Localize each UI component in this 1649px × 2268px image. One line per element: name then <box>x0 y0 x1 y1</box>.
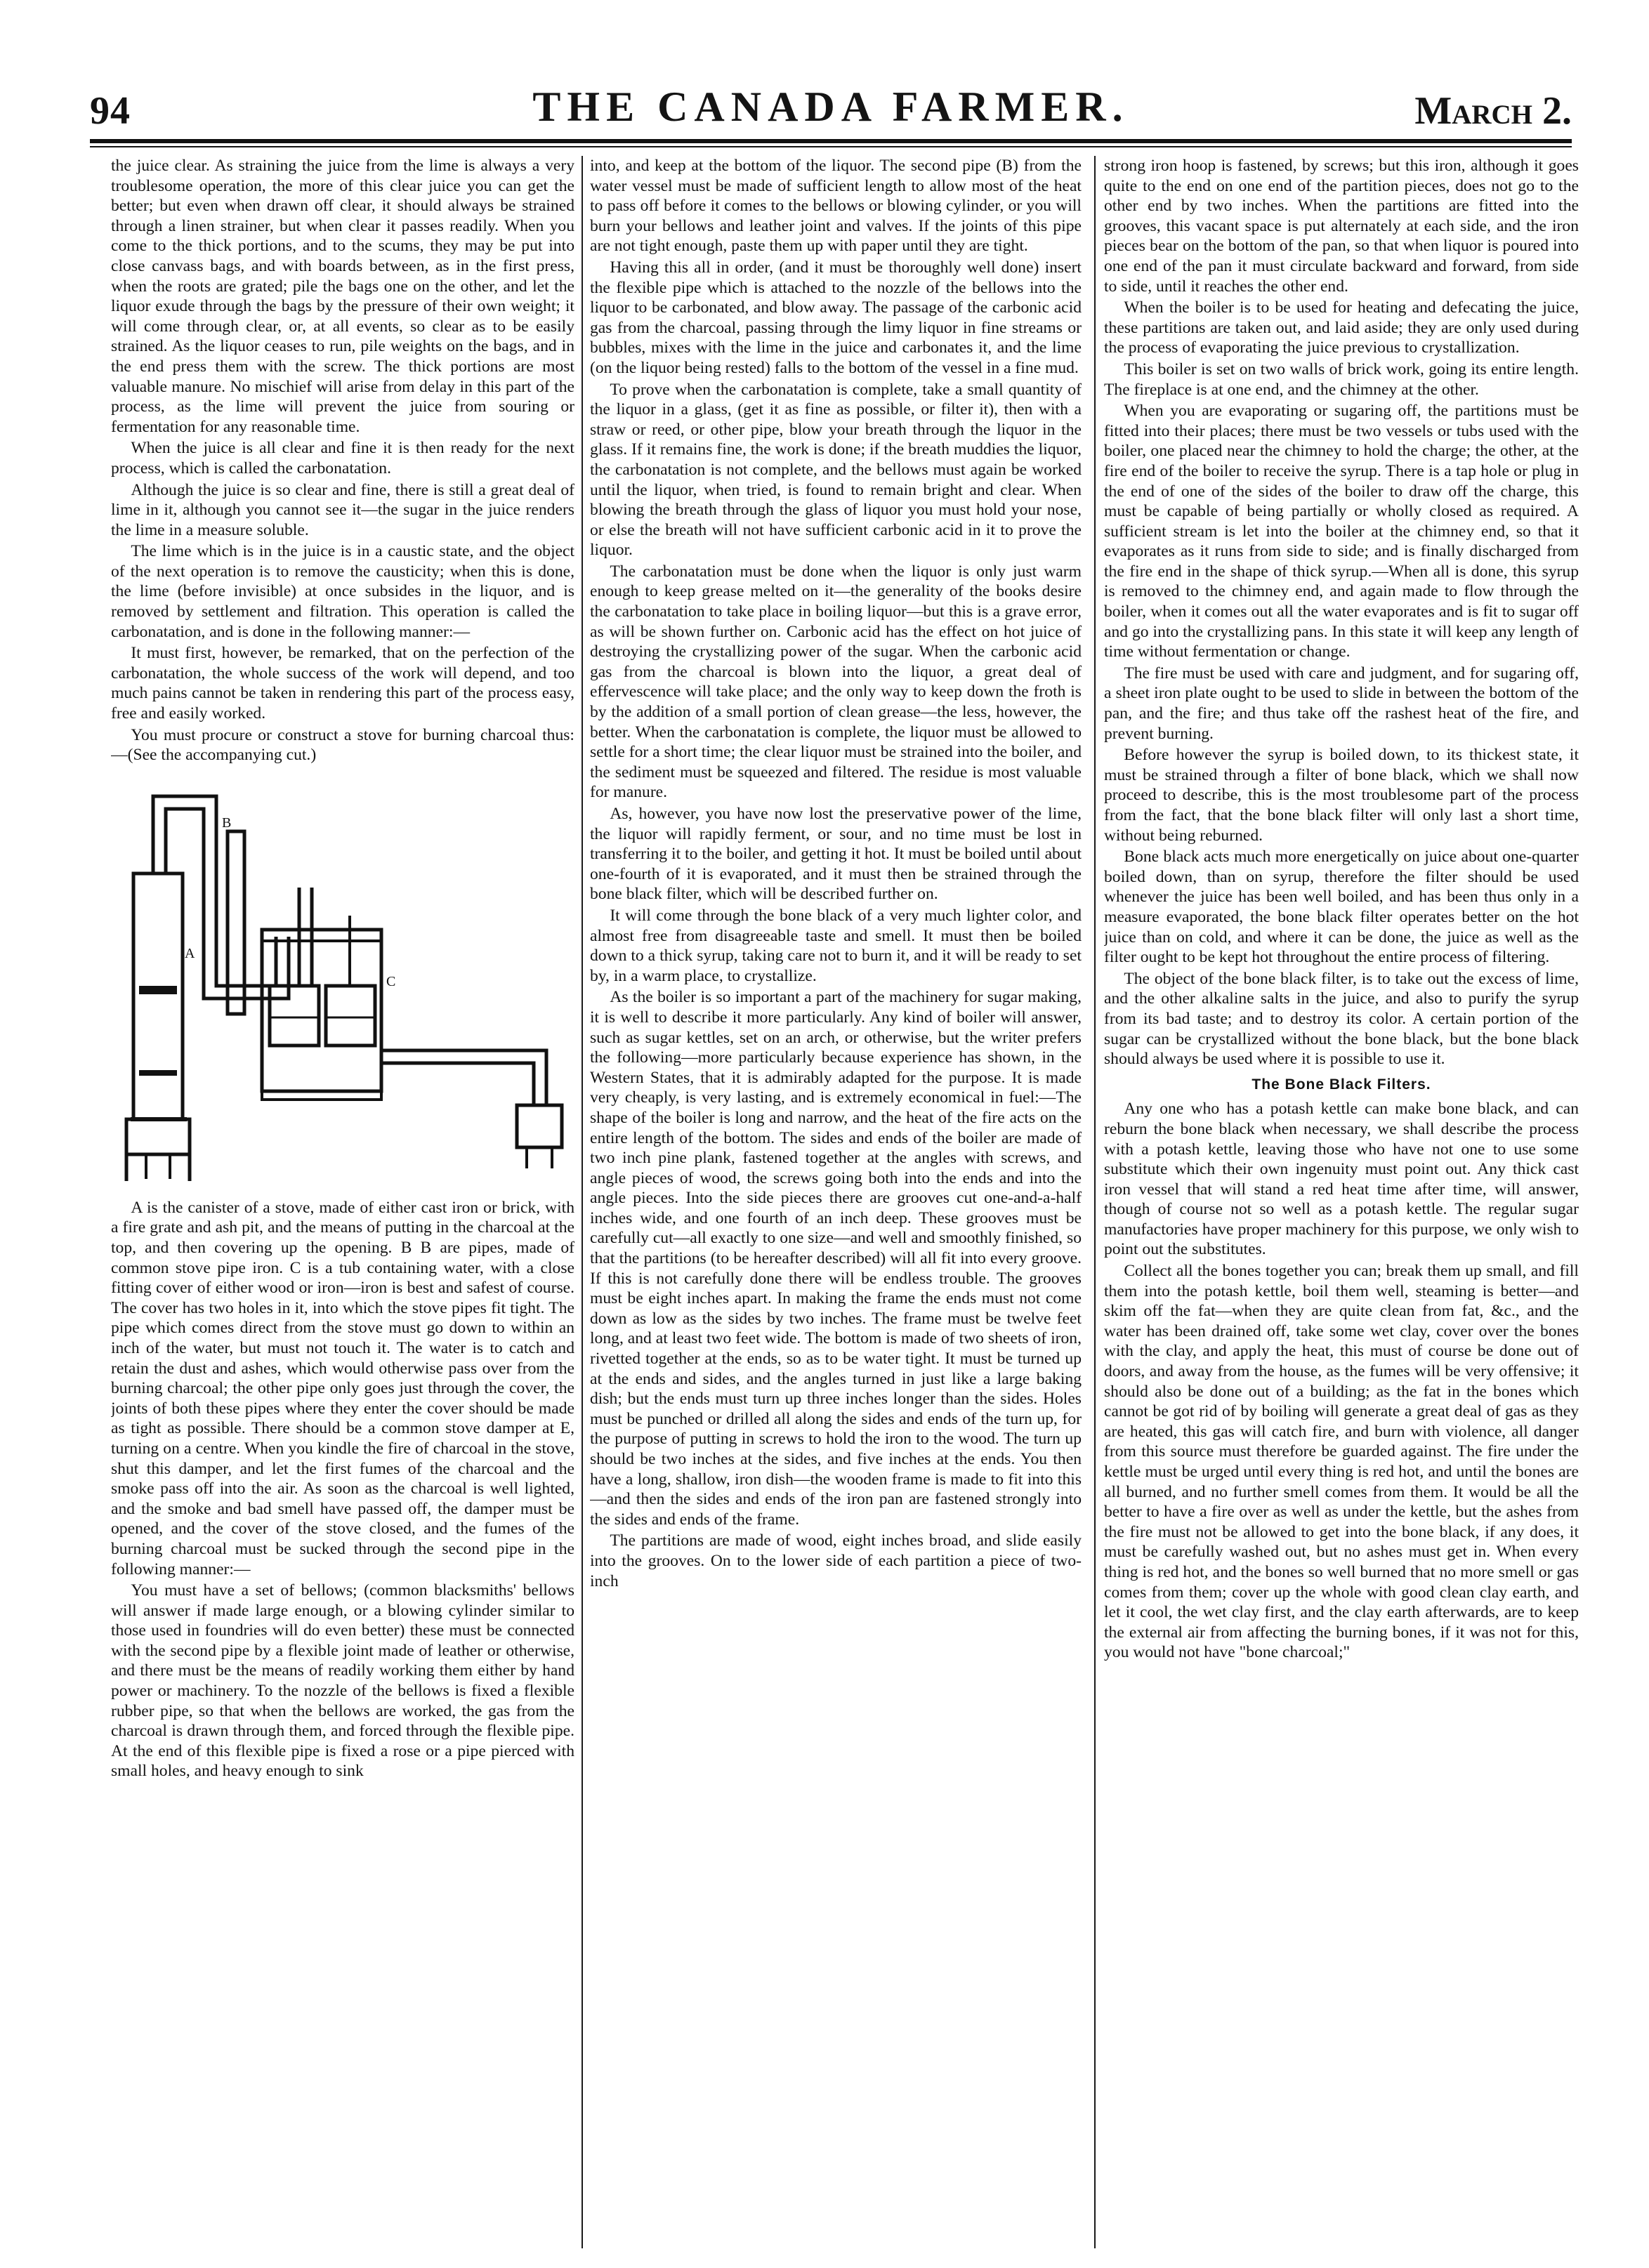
newspaper-title: THE CANADA FARMER. <box>532 84 1129 130</box>
column-3 <box>1104 156 1579 2248</box>
paragraph: Any one who has a potash kettle can make bone black, and can reburn the bone black when necessary, we shall describe the process with a potash kettle, leaving those who have not one to use some substitute which their own ingenuity must point out. Any thick cast iron vessel that will stand a red heat time after time, will answer, though of course not so well as a potash kettle. The regular sugar manufactories have proper machinery for this purpose, we only wish to point out the substitutes. <box>1104 1100 1579 1259</box>
masthead-rule-thin <box>90 146 1572 147</box>
paragraph: Having this all in order, (and it must be thoroughly well done) insert the flexible pipe which is attached to the nozzle of the bellows into the liquor to be carbonated, and blow away. The passage of the carbonic acid gas from the charcoal, passing through the limy liquor in fine streams or bubbles, mixes with the lime in the juice and carbonates it, and the lime (on the liquor being rested) falls to the bottom of the vessel in a fine mud. <box>590 258 1082 377</box>
figure-label-c: C <box>386 973 396 989</box>
paragraph: The fire must be used with care and judgment, and for sugaring off, a sheet iron plate ought to be used to slide in between the bottom of the pan, and the fire; and thus take off the rashest heat of the fire, and prevent burning. <box>1104 664 1579 743</box>
paragraph: the juice clear. As straining the juice from the lime is always a very troublesome operation, the more of this clear juice you can get the better; but even when drawn off clear, it should always be strained through a linen strainer, but when clear it passes readily. When you come to the thick portions, and to the scums, they may be put into close canvass bags, and with boards between, as in the first press, when the roots are grated; pile the bags one on the other, and let the liquor exude through the bags by the pressure of their own weight; it will come through clear, or, at all events, so clear as to be easily strained. As the liquor ceases to run, pile weights on the bags, and in the end press them with the screw. The thick portions are most valuable manure. No mischief will arise from delay in this part of the process, as the lime will prevent the juice from souring or fermentation for any reasonable time. <box>111 157 574 436</box>
issue-date: March 2. <box>1414 89 1572 133</box>
masthead-rule <box>90 139 1572 143</box>
column-divider <box>1094 156 1096 2248</box>
paragraph: You must have a set of bellows; (common blacksmiths' bellows will answer if made large enough, or a blowing cylinder similar to those used in foundries will do even better) these must be connected with the second pipe by a flexible joint made of leather or otherwise, and there must be the means of readily working them either by hand power or machinery. To the nozzle of the bellows is fixed a flexible rubber pipe, so that when the bellows are worked, the gas from the charcoal is drawn through them, and forced through the flexible pipe. At the end of this flexible pipe is fixed a rose or a pipe pierced with small holes, and heavy enough to sink <box>111 1581 574 1781</box>
figure-label-b: B <box>222 815 232 831</box>
page-number: 94 <box>90 89 131 133</box>
paragraph: To prove when the carbonatation is complete, take a small quantity of the liquor in a glass, (get it as fine as possible, or filter it), then with a straw or reed, or other pipe, blow your breath through the liquor in the glass. If it remains fine, the work is done; if the breath muddies the liquor, the carbonatation is not complete, and the bellows must again be worked until the liquor, when tried, is found to remain bright and clear. When blowing the breath through the glass of liquor you must hold your nose, or else the breath will not have sufficient carbonic acid in it to prove the liquor. <box>590 380 1082 560</box>
paragraph: The object of the bone black filter, is to take out the excess of lime, and the other alkaline salts in the juice, and also to purify the syrup from its bad taste; and to destroy its color. A certain portion of the sugar can be crystallized without the bone black, but the bone black should always be used where it is possible to use it. <box>1104 969 1579 1069</box>
paragraph: Collect all the bones together you can; break them up small, and fill them into the potash kettle, boil them well, steaming is better—and skim off the fat—when they are quite clean from fat, &c., and the water has been drained off, take some wet clay, cover over the bones with the clay, and apply the heat, this must of course be done out of doors, and away from the house, as the fumes will be very offensive; it should also be done out of a building; as the fat in the bones which cannot be got rid of by boiling will generate a great deal of gas as they are heated, this gas will catch fire, and burn with violence, all danger from this source must therefore be guarded against. The fire under the kettle must be urged until every thing is red hot, and until the bones are all burned, and no further smell comes from them. It would be all the better to have a fire over as well as under the kettle, but the ashes from the fire must not be allowed to get into the bone black, if any does, it must be carefully washed out, but no ashes must get in. When every thing is red hot, and the bones so well burned that no more smell or gas comes from them; cover up the whole with good clean clay earth, and let it cool, the wet clay first, and the clay earth afterwards, are to keep the external air from affecting the burning bones, if it was not for this, you would not have "bone charcoal;" <box>1104 1262 1579 1662</box>
paragraph: A is the canister of a stove, made of either cast iron or brick, with a fire grate and ash pit, and the means of putting in the charcoal at the top, and then covering up the opening. B B are pipes, made of common stove pipe iron. C is a tub containing water, with a close fitting cover of either wood or iron—iron is best and safest of course. The cover has two holes in it, into which the stove pipes fit tight. The pipe which comes direct from the stove must go down to within an inch of the water, but must not touch it. The water is to catch and retain the dust and ashes, which would otherwise pass over from the burning charcoal; the other pipe only goes just through the cover, the joints of both these pipes where they enter the cover should be made as tight as possible. There should be a common stove damper at E, turning on a centre. When you kindle the fire of charcoal in the stove, shut this damper, and let the first fumes of the charcoal and the smoke pass off into the air. As soon as the charcoal is well lighted, and the smoke and bad smell have passed off, the damper must be opened, and the cover of the stove closed, and the fumes of the burning charcoal must be sucked through the second pipe in the following manner:— <box>111 1198 574 1578</box>
paragraph: strong iron hoop is fastened, by screws; but this iron, although it goes quite to the end on one end of the partition pieces, does not go to the other end by two inches. When the partitions are fitted into the grooves, this vacant space is put alternately at each side, and the iron pieces bear on the bottom of the pan, so that when liquor is poured into one end of the pan it must circulate backward and forward, from side to side, until it reaches the other end. <box>1104 157 1579 296</box>
section-heading: The Bone Black Filters. <box>1251 1076 1431 1093</box>
figure-label-a: A <box>185 945 195 961</box>
paragraph: It must first, however, be remarked, that on the perfection of the carbonatation, the whole success of the work will depend, and too much pains cannot be taken in rendering this part of the process easy, free and easily worked. <box>111 644 574 723</box>
paragraph: This boiler is set on two walls of brick work, going its entire length. The fireplace is at one end, and the chimney at the other. <box>1104 360 1579 399</box>
column-1 <box>111 156 574 2248</box>
paragraph: The lime which is in the juice is in a caustic state, and the object of the next operation is to remove the causticity; when this is done, the lime (before invisible) at once subsides in the liquor, and is removed by settlement and filtration. This operation is called the carbonatation, and is done in the following manner:— <box>111 542 574 641</box>
paragraph: Bone black acts much more energetically on juice about one-quarter boiled down, than on syrup, therefore the filter should be used whenever the juice has been well boiled, and has been thus only in a measure evaporated, the bone black filter operates better on the hot juice than on cold, and where it can be done, the juice as well as the filter ought to be kept hot throughout the entire process of filtering. <box>1104 848 1579 967</box>
paragraph: As, however, you have now lost the preservative power of the lime, the liquor will rapidly ferment, or sour, and no time must be lost in transferring it to the boiler, and getting it hot. It must be boiled until about one-fourth of it is evaporated, and it must then be strained through the bone black filter, which will be described further on. <box>590 805 1082 904</box>
paragraph: When you are evaporating or sugaring off, the partitions must be fitted into their places; there must be two vessels or tubs used with the boiler, one placed near the chimney to hold the charge; the other, at the fire end of the boiler to receive the syrup. There is a tap hole or plug in the end of one of the sides of the boiler to draw off the charge, this must be capable of being partially or wholly closed as required. A sufficient stream is let into the boiler at the chimney end, so that it evaporates as it runs from side to side; and is finally discharged from the fire end in the shape of thick syrup.—When all is done, this syrup is removed to the chimney end, and again made to flow through the boiler, when it comes out all the water evaporates and is fit to sugar off and go into the crystallizing pans. In this state it will keep any length of time without fermentation or change. <box>1104 402 1579 661</box>
masthead <box>90 83 1572 139</box>
paragraph: Although the juice is so clear and fine, there is still a great deal of lime in it, although you cannot see it—the sugar in the juice renders the lime in a measure soluble. <box>111 480 574 539</box>
paragraph: As the boiler is so important a part of the machinery for sugar making, it is well to describe it more particularly. Any kind of boiler will answer, such as sugar kettles, set on an arch, or otherwise, but the writer prefers the following—more particularly because experience has shown, in the Western States, that it is admirably adapted for the purpose. It is made very cheaply, is very lasting, and is extremely economical in fuel:—The shape of the boiler is long and narrow, and the heat of the fire acts on the entire length of the bottom. The sides and ends of the boiler are made of two inch pine plank, fastened together at the angles with screws, and angle pieces of wood, the screws going both into the ends and into the angle pieces. Into the side pieces there are grooves cut one-and-a-half inches wide, and one fourth of an inch deep. These grooves must be carefully cut—all exactly to one size—and well and smoothly finished, so that the partitions (to be hereafter described) will all fit into every groove. If this is not carefully done there will be endless trouble. The grooves must be eight inches apart. In making the frame the ends must not come down as low as the sides by two inches. The frame must be twelve feet long, and at least two feet wide. The bottom is made of two sheets of iron, rivetted together at the ends, so as to be water tight. It must be turned up at the ends and sides, and the angles turned in just like a large baking dish; but the ends must turn up three inches longer than the sides. Holes must be punched or drilled all along the sides and ends of the turn up, for the purpose of putting in screws to hold the iron to the wood. The turn up should be two inches at the sides, and five inches at the ends. You then have a long, shallow, iron dish—the wooden frame is made to fit into this—and then the sides and ends of the iron pan are fastened strongly into the sides and ends of the frame. <box>590 988 1082 1529</box>
column-divider <box>582 156 583 2248</box>
stove-apparatus-illustration <box>111 775 574 1182</box>
paragraph: When the boiler is to be used for heating and defecating the juice, these partitions are taken out, and laid aside; they are only used during the process of evaporating the juice previous to crystallization. <box>1104 298 1579 357</box>
column-2 <box>590 156 1082 2248</box>
paragraph: The carbonatation must be done when the liquor is only just warm enough to keep grease melted on it—the generality of the books desire the carbonatation to take place in boiling liquor—but this is a grave error, as will be shown further on. Carbonic acid has the effect on hot juice of destroying the crystallizing power of the sugar. When the carbonic acid gas from the charcoal is blown into the liquor, a great deal of effervescence will take place; and the only way to keep down the froth is by the addition of a small portion of clean grease—the less, however, the better. When the carbonatation is complete, the liquor must be allowed to settle for a short time; the clear liquor must be strained into the boiler, and the sediment must be squeezed and filtered. The residue is most valuable for manure. <box>590 562 1082 802</box>
paragraph: You must procure or construct a stove for burning charcoal thus:—(See the accompanying cut.) <box>111 725 574 765</box>
paragraph: The partitions are made of wood, eight inches broad, and slide easily into the grooves. On to the lower side of each partition a piece of two-inch <box>590 1531 1082 1590</box>
paragraph: Before however the syrup is boiled down, to its thickest state, it must be strained through a filter of bone black, which we shall now proceed to describe, this is the most troublesome part of the process from the fact, that the bone black filter will only last a short time, without being reburned. <box>1104 746 1579 845</box>
paragraph: into, and keep at the bottom of the liquor. The second pipe (B) from the water vessel must be made of sufficient length to allow most of the heat to pass off before it comes to the bellows or blowing cylinder, or you will burn your bellows and leather joint and valves. If the joints of this pipe are not tight enough, paste them up with paper until they are tight. <box>590 157 1082 256</box>
paragraph: It will come through the bone black of a very much lighter color, and almost free from disagreeable taste and smell. It must then be boiled down to a thick syrup, taking care not to burn it, and it will be ready to set by, in a warm place, to crystallize. <box>590 906 1082 985</box>
paragraph: When the juice is all clear and fine it is then ready for the next process, which is called the carbonatation. <box>111 439 574 477</box>
stove-diagram <box>111 775 574 1182</box>
